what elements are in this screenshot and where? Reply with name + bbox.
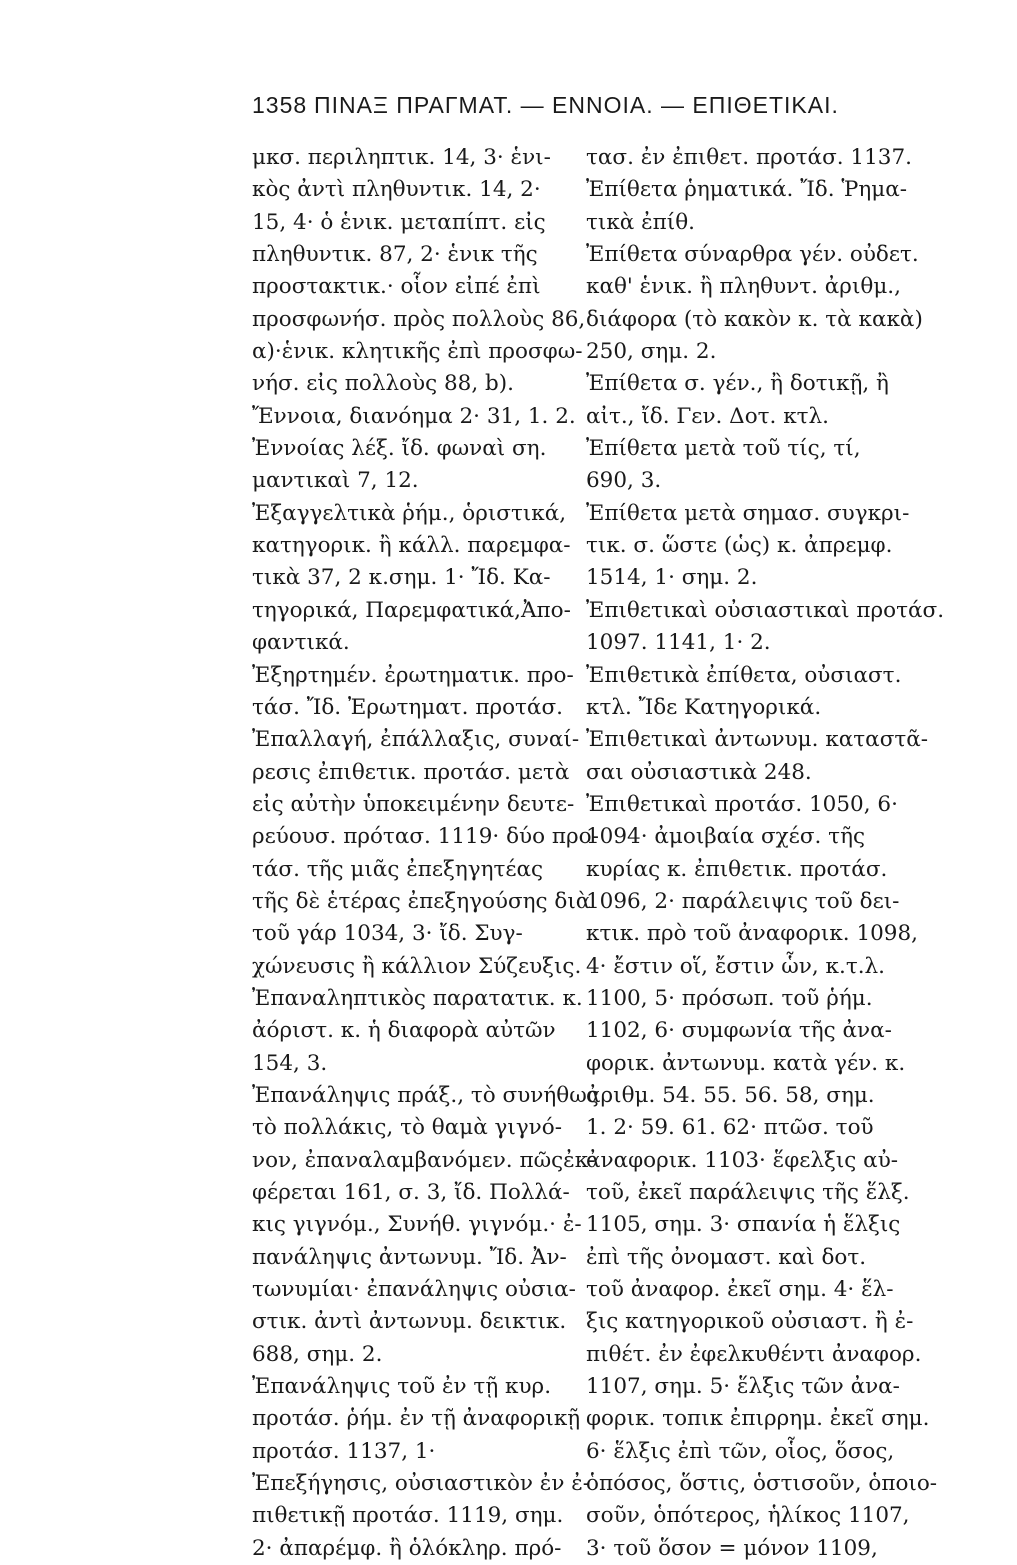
left-column-line: 154, 3. (252, 1050, 328, 1076)
left-column-line: Ἐπεξήγησις, οὐσιαστικὸν ἐν ἐ- (252, 1471, 591, 1497)
right-column-line: φορικ. ἀντωνυμ. κατὰ γέν. κ. (586, 1050, 906, 1076)
left-column-line: κὸς ἀντὶ πληθυντικ. 14, 2· (252, 177, 541, 203)
left-column-line: μκσ. περιληπτικ. 14, 3· ἑνι- (252, 145, 551, 170)
right-column-line: 1102, 6· συμφωνία τῆς ἀνα- (586, 1018, 892, 1044)
left-column-line: τηγορικά, Παρεμφατικά,Ἀπο- (252, 597, 571, 623)
left-column-line: Ἐξηρτημέν. ἐρωτηματικ. προ- (252, 662, 574, 688)
right-column-line: 1096, 2· παράλειψις τοῦ δει- (586, 888, 900, 914)
left-column-line: προσφωνήσ. πρὸς πολλοὺς 86, (252, 306, 586, 332)
right-column-line: 6· ἕλξις ἐπὶ τῶν, οἷος, ὅσος, (586, 1438, 895, 1464)
right-column-line: κτλ. Ἴδε Κατηγορικά. (586, 694, 822, 720)
left-column-line: Ἐξαγγελτικὰ ῥήμ., ὁριστικά, (252, 500, 567, 526)
right-column-line: 1107, σημ. 5· ἕλξις τῶν ἀνα- (586, 1374, 900, 1400)
right-column-line: σοῦν, ὁπότερος, ἡλίκος 1107, (586, 1503, 910, 1529)
right-column-line: Ἐπιθετικαὶ ἀντωνυμ. καταστᾶ- (586, 727, 929, 753)
left-column-line: 15, 4· ὁ ἑνικ. μεταπίπτ. εἰς (252, 209, 546, 235)
right-column-line: τασ. ἐν ἐπιθετ. προτάσ. 1137. (586, 145, 912, 170)
left-column-line: φέρεται 161, σ. 3, ἴδ. Πολλά- (252, 1180, 570, 1205)
right-column-line: διάφορα (τὸ κακὸν κ. τὰ κακὰ) (586, 306, 923, 332)
right-column-line: τοῦ ἀναφορ. ἐκεῖ σημ. 4· ἕλ- (586, 1277, 894, 1303)
left-column-line: α)·ἑνικ. κλητικῆς ἐπὶ προσφω- (252, 339, 583, 365)
left-column-line: κατηγορικ. ἢ κάλλ. παρεμφα- (252, 533, 571, 559)
left-column-line: προστακτικ.· οἷον εἰπέ ἐπὶ (252, 274, 541, 300)
right-column-line: ὁπόσος, ὅστις, ὁστισοῦν, ὁποιο- (586, 1471, 938, 1497)
left-column-line: νήσ. εἰς πολλοὺς 88, b). (252, 371, 514, 397)
left-column (252, 142, 599, 1565)
left-column-line: προτάσ. 1137, 1· (252, 1438, 436, 1464)
right-column-line: πιθέτ. ἐν ἐφελκυθέντι ἀναφορ. (586, 1341, 922, 1367)
left-column-line: τοῦ γάρ 1034, 3· ἴδ. Συγ- (252, 921, 523, 947)
left-column-line: Ἐπαναληπτικὸς παρατατικ. κ. (252, 985, 583, 1011)
right-column-line: 690, 3. (586, 468, 662, 494)
left-column-line: Ἐπανάληψις πράξ., τὸ συνήθως (252, 1082, 599, 1108)
left-column-line: ρεύουσ. πρότασ. 1119· δύο προ- (252, 824, 599, 850)
right-column-line: 1094· ἀμοιβαία σχέσ. τῆς (586, 824, 865, 850)
right-column-line: αἰτ., ἴδ. Γεν. Δοτ. κτλ. (586, 403, 830, 429)
right-column-line: φορικ. τοπικ ἐπιρρημ. ἐκεῖ σημ. (586, 1406, 930, 1432)
left-column-line: Ἐπανάληψις τοῦ ἐν τῇ κυρ. (252, 1374, 552, 1400)
left-column-line: ρεσις ἐπιθετικ. προτάσ. μετὰ (252, 759, 570, 785)
right-column-line: 1097. 1141, 1· 2. (586, 630, 771, 656)
right-column-line: Ἐπίθετα μετὰ τοῦ τίς, τί, (586, 436, 861, 462)
page-number: 1358 (252, 92, 308, 118)
right-column-line: κυρίας κ. ἐπιθετικ. προτάσ. (586, 856, 888, 882)
left-column-line: τάσ. Ἴδ. Ἐρωτηματ. προτάσ. (252, 694, 563, 720)
left-column-line: τικὰ 37, 2 κ.σημ. 1· Ἴδ. Κα- (252, 565, 551, 591)
running-title: ΠΙΝΑΞ ΠΡΑΓΜΑΤ. — ΕΝΝΟΙΑ. — ΕΠΙΘΕΤΙΚΑΙ. (314, 92, 839, 118)
right-column-line: ἐπὶ τῆς ὀνομαστ. καὶ δοτ. (586, 1244, 867, 1270)
right-column-line: κτικ. πρὸ τοῦ ἀναφορικ. 1098, (586, 921, 918, 947)
left-column-line: πιθετικῇ προτάσ. 1119, σημ. (252, 1503, 564, 1529)
left-column-line: μαντικαὶ 7, 12. (252, 468, 419, 494)
page-header (252, 92, 952, 119)
right-column-line: ἀναφορικ. 1103· ἕφελξις αὐ- (586, 1147, 899, 1173)
left-column-line: 2· ἀπαρέμφ. ἢ ὁλόκληρ. πρό- (252, 1535, 562, 1561)
right-column-line: Ἐπίθετα σ. γέν., ἢ δοτικῇ, ἢ (586, 371, 889, 397)
right-column-line: Ἐπίθετα ῥηματικά. Ἴδ. Ῥημα- (586, 177, 908, 203)
right-column-line: ξις κατηγορικοῦ οὐσιαστ. ἢ ἐ- (586, 1309, 914, 1335)
right-column-line: 1105, σημ. 3· σπανία ἡ ἕλξις (586, 1212, 901, 1238)
right-column-line: 1514, 1· σημ. 2. (586, 565, 758, 591)
right-column-line: τοῦ, ἐκεῖ παράλειψις τῆς ἕλξ. (586, 1180, 910, 1205)
right-column-line: Ἐπίθετα σύναρθρα γέν. οὐδετ. (586, 242, 919, 268)
left-column-line: 688, σημ. 2. (252, 1341, 383, 1367)
left-column-line: στικ. ἀντὶ ἀντωνυμ. δεικτικ. (252, 1309, 567, 1335)
left-column-line: Ἐπαλλαγή, ἐπάλλαξις, συναί- (252, 727, 580, 753)
left-column-line: προτάσ. ῥήμ. ἐν τῇ ἀναφορικῇ (252, 1406, 581, 1432)
left-column-line: ἀόριστ. κ. ἡ διαφορὰ αὐτῶν (252, 1018, 556, 1044)
right-column-line: 1. 2· 59. 61. 62· πτῶσ. τοῦ (586, 1115, 874, 1141)
left-column-line: εἰς αὐτὴν ὑποκειμένην δευτε- (252, 791, 575, 817)
right-column-line: 1100, 5· πρόσωπ. τοῦ ῥήμ. (586, 985, 873, 1011)
left-column-line: πληθυντικ. 87, 2· ἑνικ τῆς (252, 242, 538, 268)
left-column-line: φαντικά. (252, 630, 350, 656)
right-column-line: σαι οὐσιαστικὰ 248. (586, 759, 812, 785)
right-column-line: Ἐπιθετικὰ ἐπίθετα, οὐσιαστ. (586, 662, 902, 688)
right-column-line: Ἐπιθετικαὶ προτάσ. 1050, 6· (586, 791, 898, 817)
left-column-line: Ἐννοίας λέξ. ἴδ. φωναὶ ση. (252, 436, 547, 462)
right-column (586, 142, 945, 1565)
right-column-line: 4· ἔστιν οἵ, ἔστιν ὧν, κ.τ.λ. (586, 953, 886, 979)
left-column-line: κις γιγνόμ., Συνήθ. γιγνόμ.· ἐ- (252, 1212, 582, 1238)
left-column-line: πανάληψις ἀντωνυμ. Ἴδ. Ἀν- (252, 1244, 567, 1270)
right-column-line: τικ. σ. ὥστε (ὡς) κ. ἀπρεμφ. (586, 533, 893, 559)
left-column-line: τωνυμίαι· ἐπανάληψις οὐσια- (252, 1277, 576, 1303)
right-column-line: 3· τοῦ ὅσον = μόνον 1109, (586, 1535, 878, 1561)
right-column-line: τικὰ ἐπίθ. (586, 209, 695, 235)
left-column-line: τάσ. τῆς μιᾶς ἐπεξηγητέας (252, 856, 544, 882)
left-column-line: νον, ἐπαναλαμβανόμεν. πῶςἐκ- (252, 1147, 596, 1173)
left-column-line: τὸ πολλάκις, τὸ θαμὰ γιγνό- (252, 1115, 562, 1141)
right-column-line: Ἐπίθετα μετὰ σημασ. συγκρι- (586, 500, 910, 526)
left-column-line: Ἔννοια, διανόημα 2· 31, 1. 2. (252, 403, 576, 429)
right-column-line: Ἐπιθετικαὶ οὐσιαστικαὶ προτάσ. (586, 597, 945, 623)
right-column-line: ἀριθμ. 54. 55. 56. 58, σημ. (586, 1082, 875, 1108)
left-column-line: χώνευσις ἢ κάλλιον Σύζευξις. (252, 953, 582, 979)
right-column-line: 250, σημ. 2. (586, 339, 717, 365)
left-column-line: τῆς δὲ ἑτέρας ἐπεξηγούσης διὰ (252, 888, 591, 914)
right-column-line: καθ' ἑνικ. ἢ πληθυντ. ἀριθμ., (586, 274, 901, 300)
